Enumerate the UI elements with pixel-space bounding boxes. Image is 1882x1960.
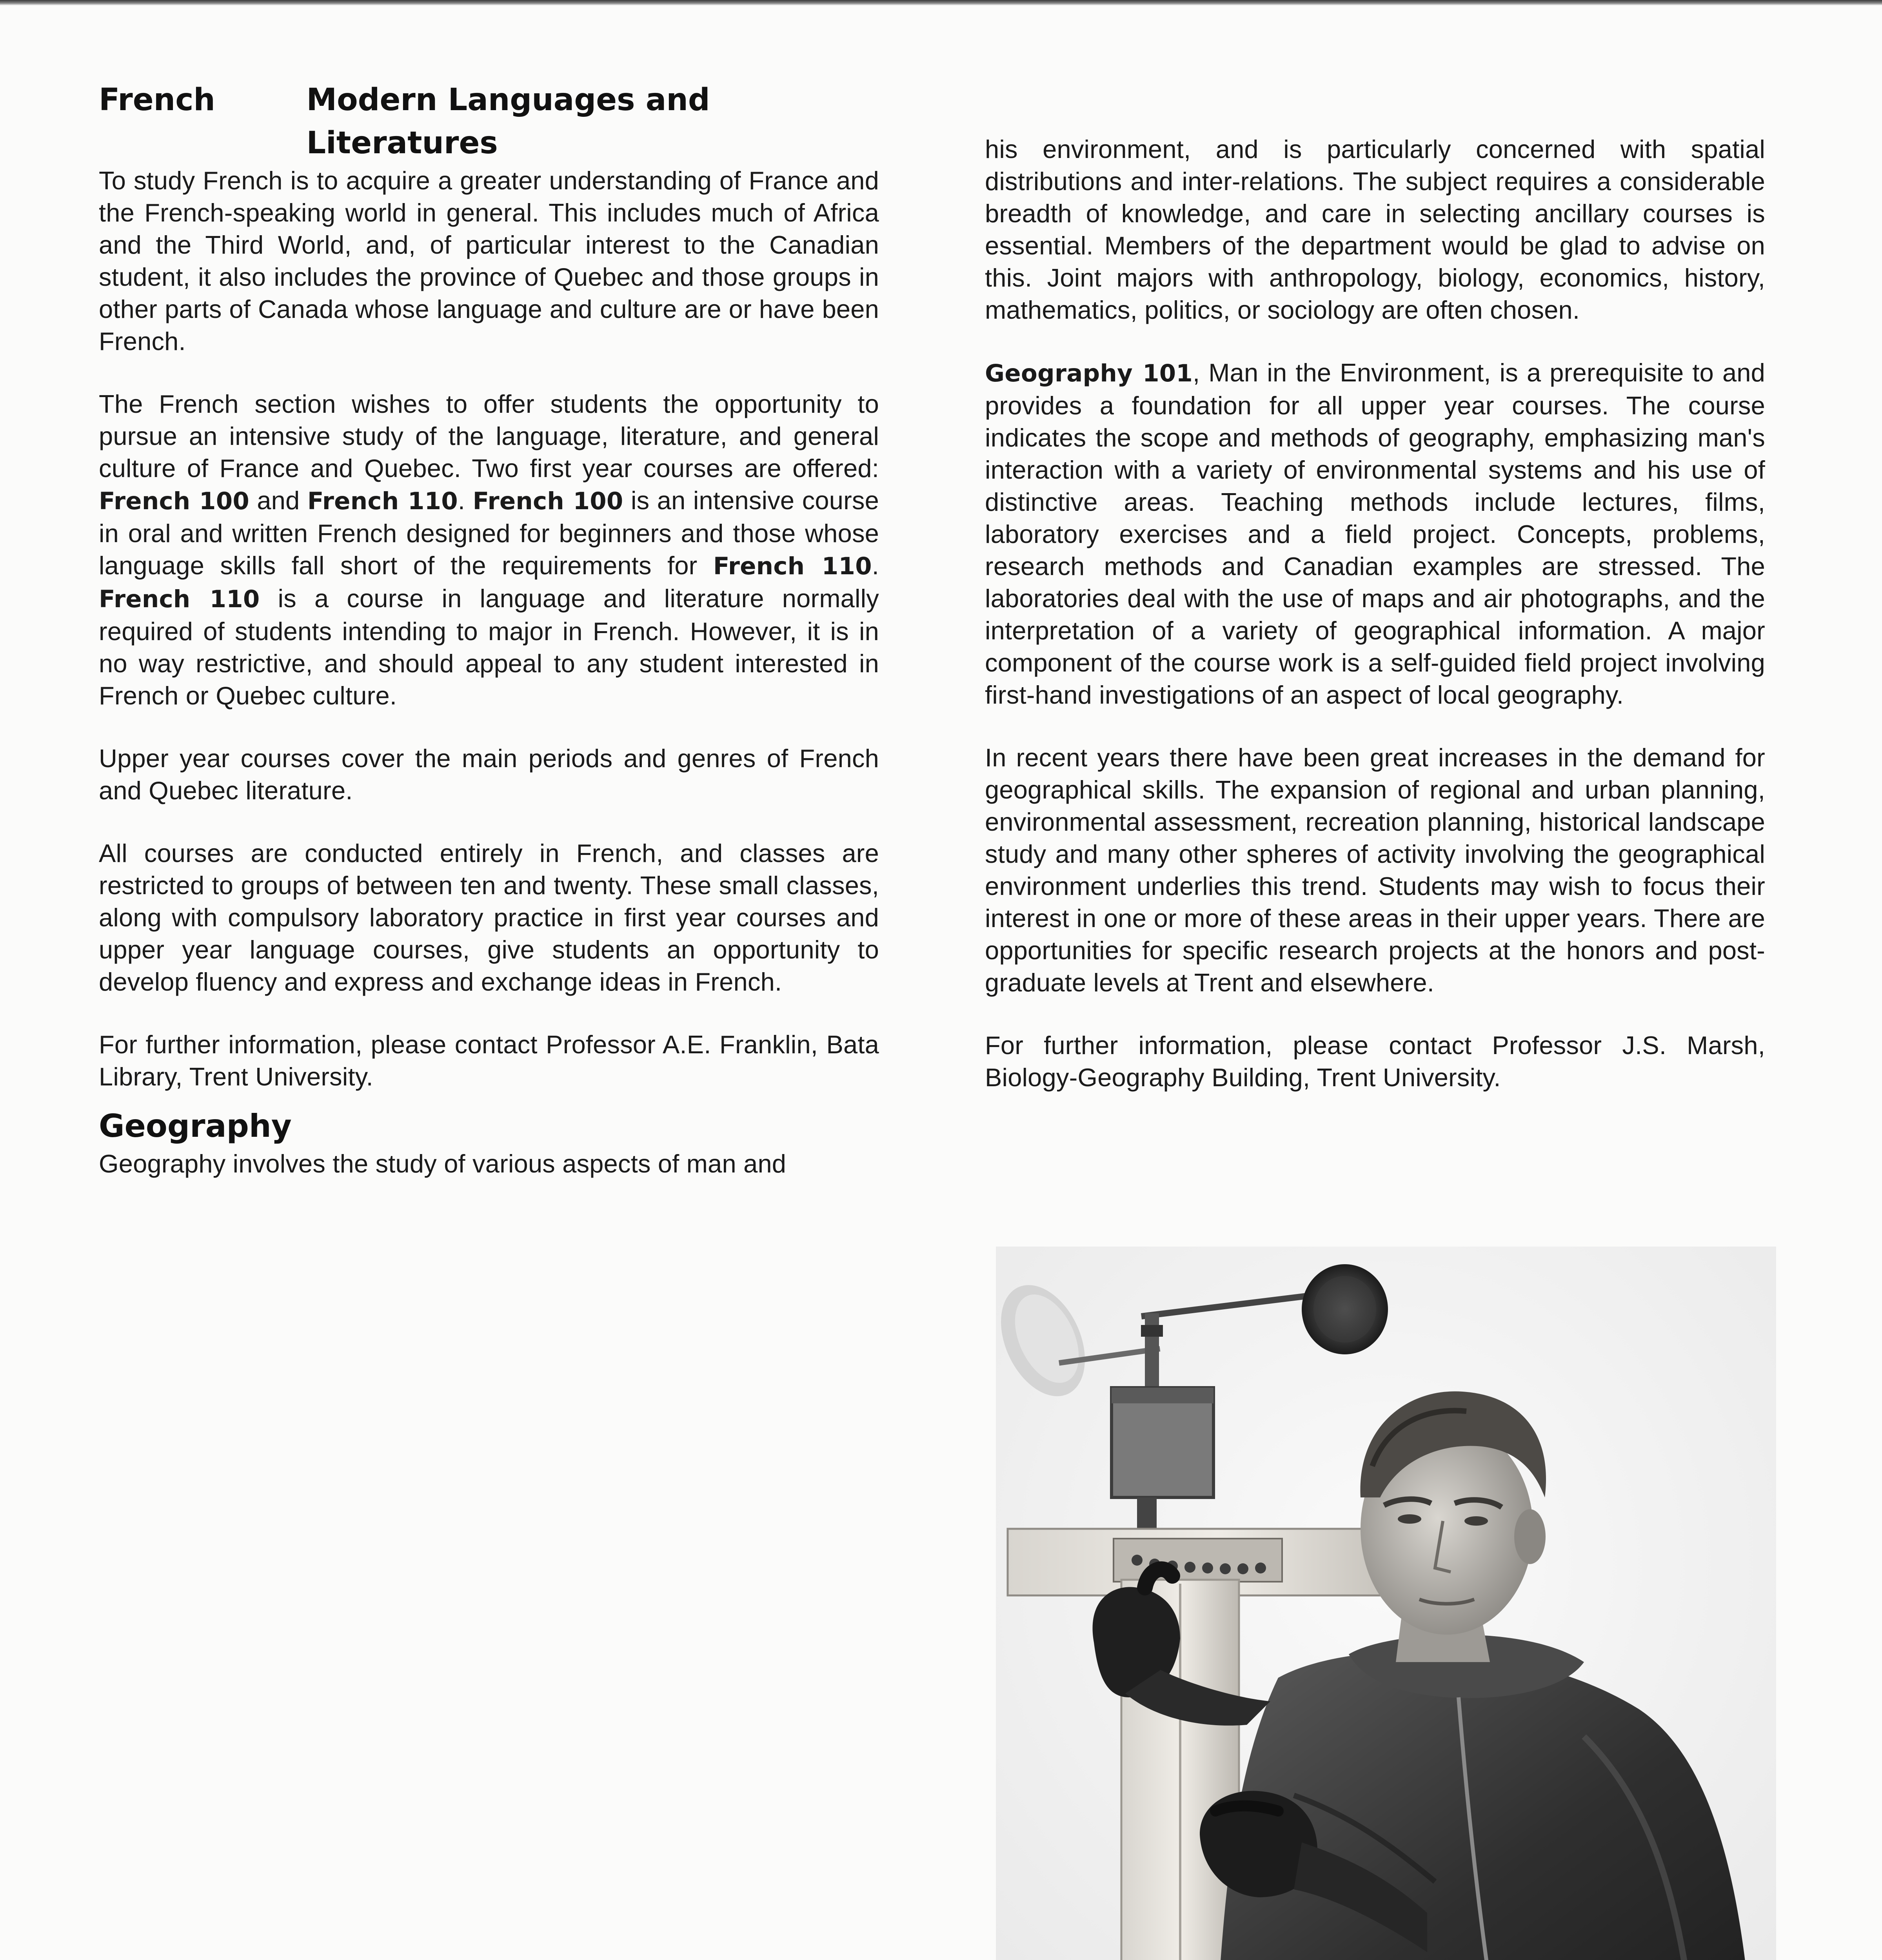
course-french-110: French 110 <box>307 487 458 515</box>
french-courses-text-c: . <box>458 486 473 515</box>
photograph-man-with-anemometer-icon <box>996 1247 1776 1960</box>
french-courses-text-f: is a course in language and literature normally required of students intending to major in French. However, it is in no way restrictive, and should appeal to any student interested in French or Quebec culture. <box>99 584 879 710</box>
french-courses-text-d: is an intensive course in oral and written French designed for beginners and those whose language skills fall short of the requirements for <box>99 486 879 580</box>
geography-paragraph-intro-continued: his environment, and is particularly concerned with spatial distributions and inter-relations. The subject requires a considerable breadth of knowledge, and care in selecting ancillary courses is essential. Members of the department would be glad to advise on this. Joint majors with anthropology, biology, economics, history, mathematics, politics, or sociology are often chosen. <box>985 135 1765 324</box>
french-courses-text-a: The French section wishes to offer students the opportunity to pursue an intensive study of the language, literature, and general culture of France and Quebec. Two first year courses are offered: <box>99 390 879 483</box>
page-top-edge <box>0 0 1882 5</box>
right-column <box>985 133 1765 1094</box>
french-paragraph-intro: To study French is to acquire a greater understanding of France and the French-speaking world in general. This includes much of Africa and the Third World, and, of particular interest to the Canadian student, it also includes the province of Quebec and those groups in other parts of Canada whose language and culture are or have been French. <box>99 166 879 356</box>
french-heading-department: Modern Languages and Literatures <box>306 82 710 161</box>
course-french-100-repeat: French 100 <box>472 487 623 515</box>
course-french-110-repeat: French 110 <box>99 585 260 613</box>
course-geography-101: Geography 101 <box>985 359 1193 387</box>
geography-heading: Geography <box>99 1108 292 1144</box>
course-french-110-requirements: French 110 <box>713 552 872 580</box>
french-paragraph-contact: For further information, please contact Professor A.E. Franklin, Bata Library, Trent University. <box>99 1030 879 1091</box>
french-paragraph-upper-year: Upper year courses cover the main periods and genres of French and Quebec literature. <box>99 744 879 805</box>
geography-paragraph-contact: For further information, please contact Professor J.S. Marsh, Biology-Geography Building, Trent University. <box>985 1031 1765 1092</box>
french-heading-subject: French <box>99 82 215 118</box>
french-paragraph-courses <box>99 388 879 712</box>
geography-paragraph-demand: In recent years there have been great increases in the demand for geographical skills. The expansion of regional and urban planning, environmental assessment, recreation planning, historical landscape study and many other spheres of activity involving the geographical environment underlies this trend. Students may wish to focus their interest in one or more of these areas in their upper years. There are opportunities for specific research projects at the honors and post-graduate levels at Trent and elsewhere. <box>985 743 1765 997</box>
french-courses-text-b: and <box>249 486 307 515</box>
course-french-100: French 100 <box>99 487 249 515</box>
french-paragraph-classes: All courses are conducted entirely in French, and classes are restricted to groups of between ten and twenty. These small classes, along with compulsory laboratory practice in first year courses and upper year language courses, give students an opportunity to develop fluency and express and exchange ideas in French. <box>99 839 879 996</box>
french-courses-text-e: . <box>872 551 879 580</box>
geography-paragraph-course-101 <box>985 357 1765 711</box>
geography-paragraph-intro-start: Geography involves the study of various aspects of man and <box>99 1149 787 1178</box>
left-column <box>99 78 879 1180</box>
french-heading <box>99 78 879 165</box>
geography-course-101-text: , Man in the Environment, is a prerequisite to and provides a foundation for all upper year courses. The course indicates the scope and methods of geography, emphasizing man's interaction with a variety of environmental systems and his use of distinctive areas. Teaching methods include lectures, films, laboratory exercises and a field project. Concepts, problems, research methods and Canadian examples are stressed. The laboratories deal with the use of maps and air photographs, and the interpretation of a variety of geographical information. A major component of the course work is a self-guided field project involving first-hand investigations of an aspect of local geography. <box>985 358 1765 709</box>
